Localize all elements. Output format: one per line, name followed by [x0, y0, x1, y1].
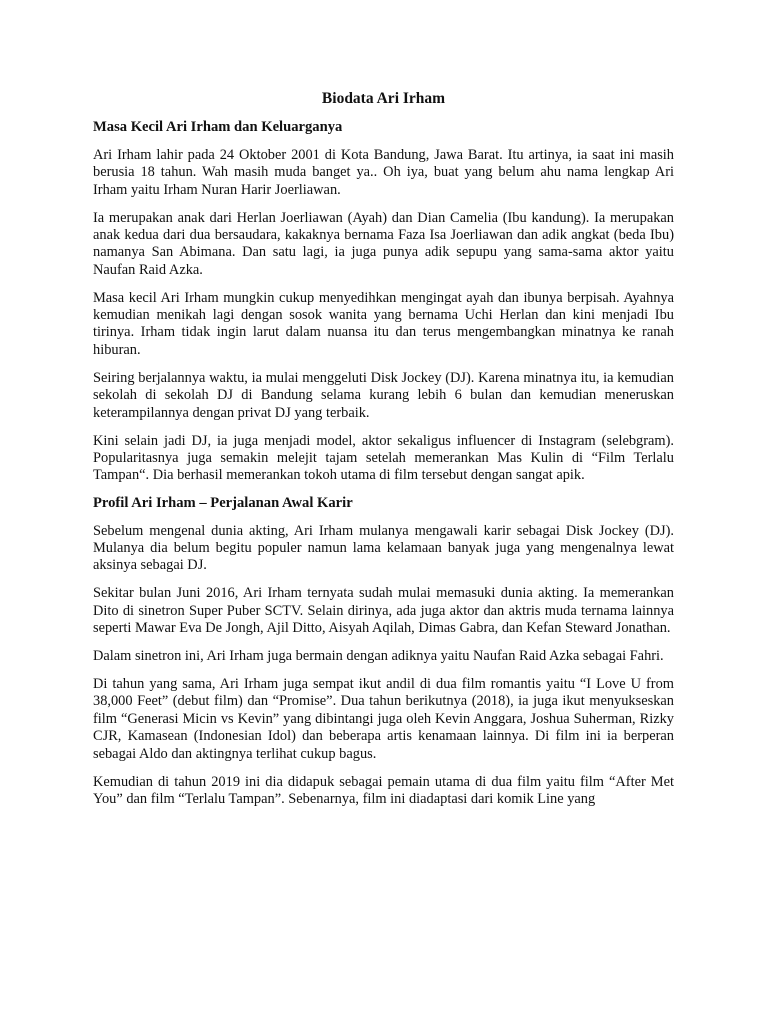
paragraph: Seiring berjalannya waktu, ia mulai menggeluti Disk Jockey (DJ). Karena minatnya itu, ia kemudian sekolah di sekolah DJ di Bandung selama kurang lebih 6 bulan dan kemudian meneruskan keterampilannya dengan privat DJ yang terbaik.: [93, 369, 674, 421]
paragraph: Kemudian di tahun 2019 ini dia didapuk sebagai pemain utama di dua film yaitu film “After Met You” dan film “Terlalu Tampan”. Sebenarnya, film ini diadaptasi dari komik Line yang: [93, 773, 674, 807]
paragraph: Ia merupakan anak dari Herlan Joerliawan (Ayah) dan Dian Camelia (Ibu kandung). Ia merupakan anak kedua dari dua bersaudara, kakaknya bernama Faza Isa Joerliawan dan adik angkat (beda Ibu) namanya San Abimana. Dan satu lagi, ia juga punya adik sepupu yang sama-sama aktor yaitu Naufan Raid Azka.: [93, 209, 674, 278]
paragraph: Di tahun yang sama, Ari Irham juga sempat ikut andil di dua film romantis yaitu “I Love U from 38,000 Feet” (debut film) dan “Promise”. Dua tahun berikutnya (2018), ia juga ikut menyukseskan film “Generasi Micin vs Kevin” yang dibintangi juga oleh Kevin Anggara, Joshua Suherman, Rizky CJR, Kamasean (Indonesian Idol) dan beberapa artis kenamaan lainnya. Di film ini ia berperan sebagai Aldo dan aktingnya terlihat cukup bagus.: [93, 675, 674, 762]
document-title: Biodata Ari Irham: [321, 90, 446, 107]
paragraph: Ari Irham lahir pada 24 Oktober 2001 di Kota Bandung, Jawa Barat. Itu artinya, ia saat ini masih berusia 18 tahun. Wah masih muda banget ya.. Oh iya, buat yang belum ahu nama lengkap Ari Irham yaitu Irham Nuran Harir Joerliawan.: [93, 146, 674, 198]
section-heading: Masa Kecil Ari Irham dan Keluarganya: [93, 119, 343, 136]
paragraph: Masa kecil Ari Irham mungkin cukup menyedihkan mengingat ayah dan ibunya berpisah. Ayahnya kemudian menikah lagi dengan sosok wanita yang bernama Uchi Herlan dan kini menjadi Ibu tirinya. Irham tidak ingin larut dalam nuansa itu dan terus mengembangkan minatnya ke ranah hiburan.: [93, 289, 674, 358]
paragraph: Sebelum mengenal dunia akting, Ari Irham mulanya mengawali karir sebagai Disk Jockey (DJ). Mulanya dia belum begitu populer namun lama kelamaan banyak juga yang mengenalnya lewat aksinya sebagai DJ.: [93, 522, 674, 574]
paragraph: Kini selain jadi DJ, ia juga menjadi model, aktor sekaligus influencer di Instagram (selebgram). Popularitasnya juga semakin melejit tajam setelah memerankan Mas Kulin di “Film Terlalu Tampan“. Dia berhasil memerankan tokoh utama di film tersebut dengan sangat apik.: [93, 432, 674, 484]
paragraph: Dalam sinetron ini, Ari Irham juga bermain dengan adiknya yaitu Naufan Raid Azka sebagai Fahri.: [93, 648, 664, 665]
paragraph: Sekitar bulan Juni 2016, Ari Irham ternyata sudah mulai memasuki dunia akting. Ia memerankan Dito di sinetron Super Puber SCTV. Selain dirinya, ada juga aktor dan aktris muda ternama lainnya seperti Mawar Eva De Jongh, Ajil Ditto, Aisyah Aqilah, Dimas Gabra, dan Kefan Steward Jonathan.: [93, 585, 674, 637]
section-childhood: [93, 119, 674, 484]
section-heading: Profil Ari Irham – Perjalanan Awal Karir: [93, 495, 353, 512]
section-early-career: [93, 495, 674, 808]
